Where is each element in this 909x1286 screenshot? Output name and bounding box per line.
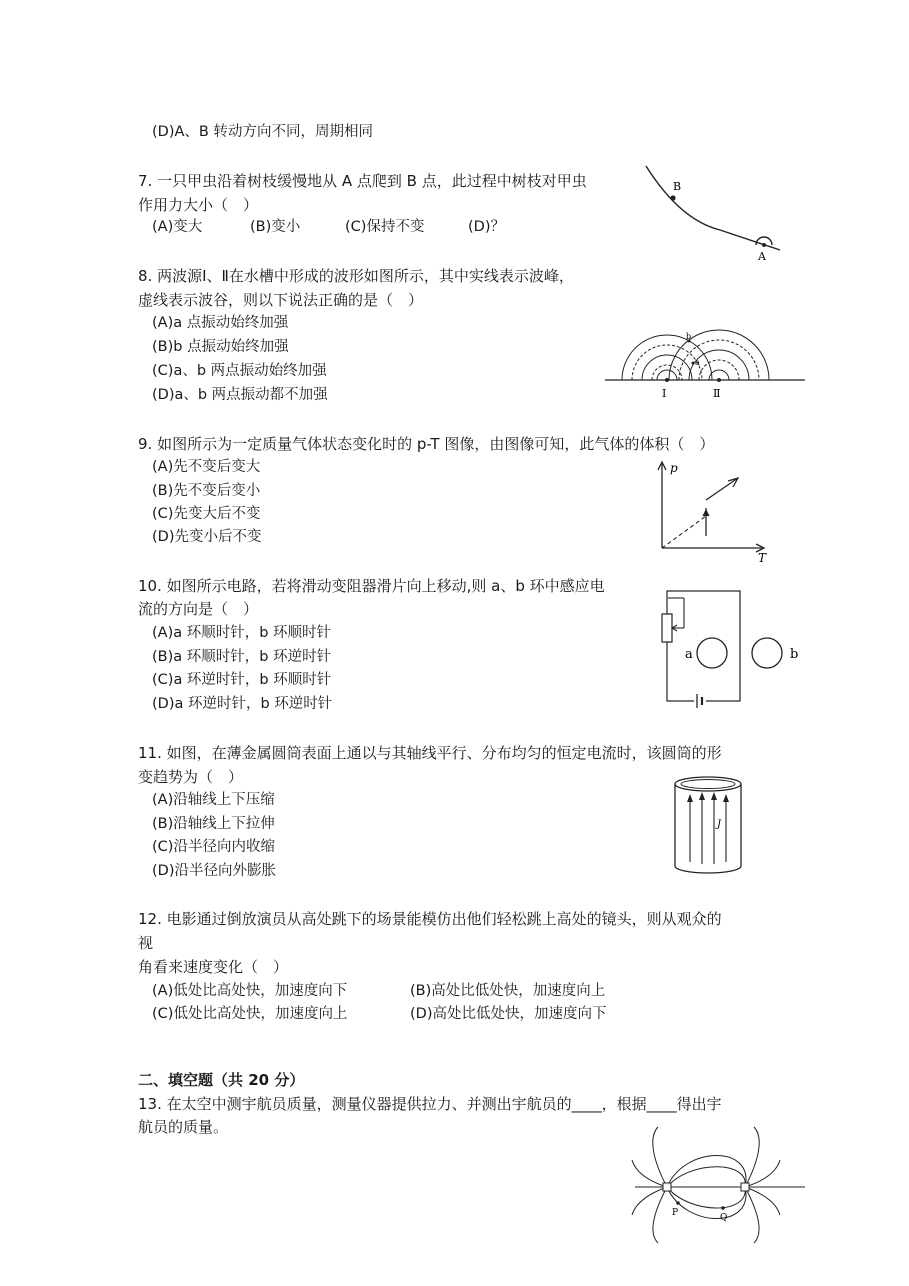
q7-option-d: (D)？ (468, 219, 505, 235)
q9-option-d: (D)先变小后不变 (152, 529, 262, 545)
q8-label-2: Ⅱ (713, 387, 721, 400)
q13-stem-line1: 13. 在太空中测宇航员质量，测量仪器提供拉力、并测出宇航员的____，根据____得出宇 (138, 1095, 722, 1113)
q9-option-b: (B)先不变后变小 (152, 483, 261, 499)
q12-stem-line2: 视 (138, 934, 154, 952)
q10-option-c: (C)a 环逆时针，b 环顺时针 (152, 672, 332, 688)
q8-option-a: (A)a 点振动始终加强 (152, 315, 289, 331)
q13-label-q: Q (720, 1213, 728, 1223)
q11-label-j: J (717, 819, 722, 830)
q13-label-p: P (672, 1208, 679, 1218)
q7-option-c: (C)保持不变 (345, 219, 425, 235)
q9-stem: 9. 如图所示为一定质量气体状态变化时的 p-T 图像，由图像可知，此气体的体积（ ） (138, 435, 715, 453)
q7-stem-line1: 7. 一只甲虫沿着树枝缓慢地从 A 点爬到 B 点，此过程中树枝对甲虫 (138, 172, 587, 190)
q8-option-c: (C)a、b 两点振动始终加强 (152, 363, 327, 379)
q10-label-b: b (790, 647, 799, 662)
q13-stem-line2: 航员的质量。 (138, 1118, 229, 1136)
q10-option-b: (B)a 环顺时针，b 环逆时针 (152, 649, 332, 665)
q10-stem-line2: 流的方向是（ ） (138, 600, 259, 618)
q12-option-d: (D)高处比低处快，加速度向下 (410, 1006, 607, 1022)
q12-stem-line1: 12. 电影通过倒放演员从高处跳下的场景能模仿出他们轻松跳上高处的镜头，则从观众的 (138, 910, 722, 928)
section-heading: 二、填空题（共 20 分） (138, 1071, 305, 1089)
q8-label-1: Ⅰ (662, 387, 667, 400)
q9-axis-t: T (758, 551, 767, 565)
q7-label-b: B (673, 180, 682, 193)
q11-option-c: (C)沿半径向内收缩 (152, 839, 275, 855)
q9-pt-graph (650, 458, 775, 568)
q11-option-a: (A)沿轴线上下压缩 (152, 792, 275, 808)
q12-option-b: (B)高处比低处快，加速度向上 (410, 983, 606, 999)
q11-option-d: (D)沿半径向外膨胀 (152, 863, 276, 879)
q12-option-a: (A)低处比高处快，加速度向下 (152, 983, 348, 999)
q9-option-c: (C)先变大后不变 (152, 506, 261, 522)
q11-stem-line1: 11. 如图，在薄金属圆筒表面上通以与其轴线平行、分布均匀的恒定电流时，该圆筒的形 (138, 744, 722, 762)
q11-cylinder-figure (670, 774, 750, 879)
q13-field-figure (630, 1125, 810, 1245)
q7-label-a: A (758, 250, 766, 263)
q8-stem-line1: 8. 两波源Ⅰ、Ⅱ在水槽中形成的波形如图所示，其中实线表示波峰， (138, 267, 574, 285)
q12-option-c: (C)低处比高处快，加速度向上 (152, 1006, 348, 1022)
q8-stem-line2: 虚线表示波谷，则以下说法正确的是（ ） (138, 291, 424, 309)
q7-option-a: (A)变大 (152, 219, 203, 235)
q8-option-b: (B)b 点振动始终加强 (152, 339, 289, 355)
q9-option-a: (A)先不变后变大 (152, 459, 261, 475)
q6-option-d: (D)A、B 转动方向不同，周期相同 (152, 124, 373, 140)
q10-option-d: (D)a 环逆时针，b 环逆时针 (152, 696, 333, 712)
q8-wave-figure (600, 315, 810, 405)
q7-option-b: (B)变小 (250, 219, 301, 235)
q8-label-b: b (686, 332, 692, 341)
q10-label-a: a (685, 647, 693, 662)
q10-stem-line1: 10. 如图所示电路，若将滑动变阻器滑片向上移动,则 a、b 环中感应电 (138, 577, 605, 595)
q8-option-d: (D)a、b 两点振动都不加强 (152, 387, 328, 403)
q8-label-a: a (695, 358, 700, 367)
q11-stem-line2: 变趋势为（ ） (138, 768, 244, 786)
q12-stem-line3: 角看来速度变化（ ） (138, 958, 289, 976)
q7-branch-figure (640, 160, 790, 270)
q11-option-b: (B)沿轴线上下拉伸 (152, 816, 275, 832)
q7-stem-line2: 作用力大小（ ） (138, 196, 259, 214)
q10-circuit-figure (660, 586, 810, 716)
q10-option-a: (A)a 环顺时针，b 环顺时针 (152, 625, 332, 641)
q9-axis-p: p (670, 461, 678, 475)
